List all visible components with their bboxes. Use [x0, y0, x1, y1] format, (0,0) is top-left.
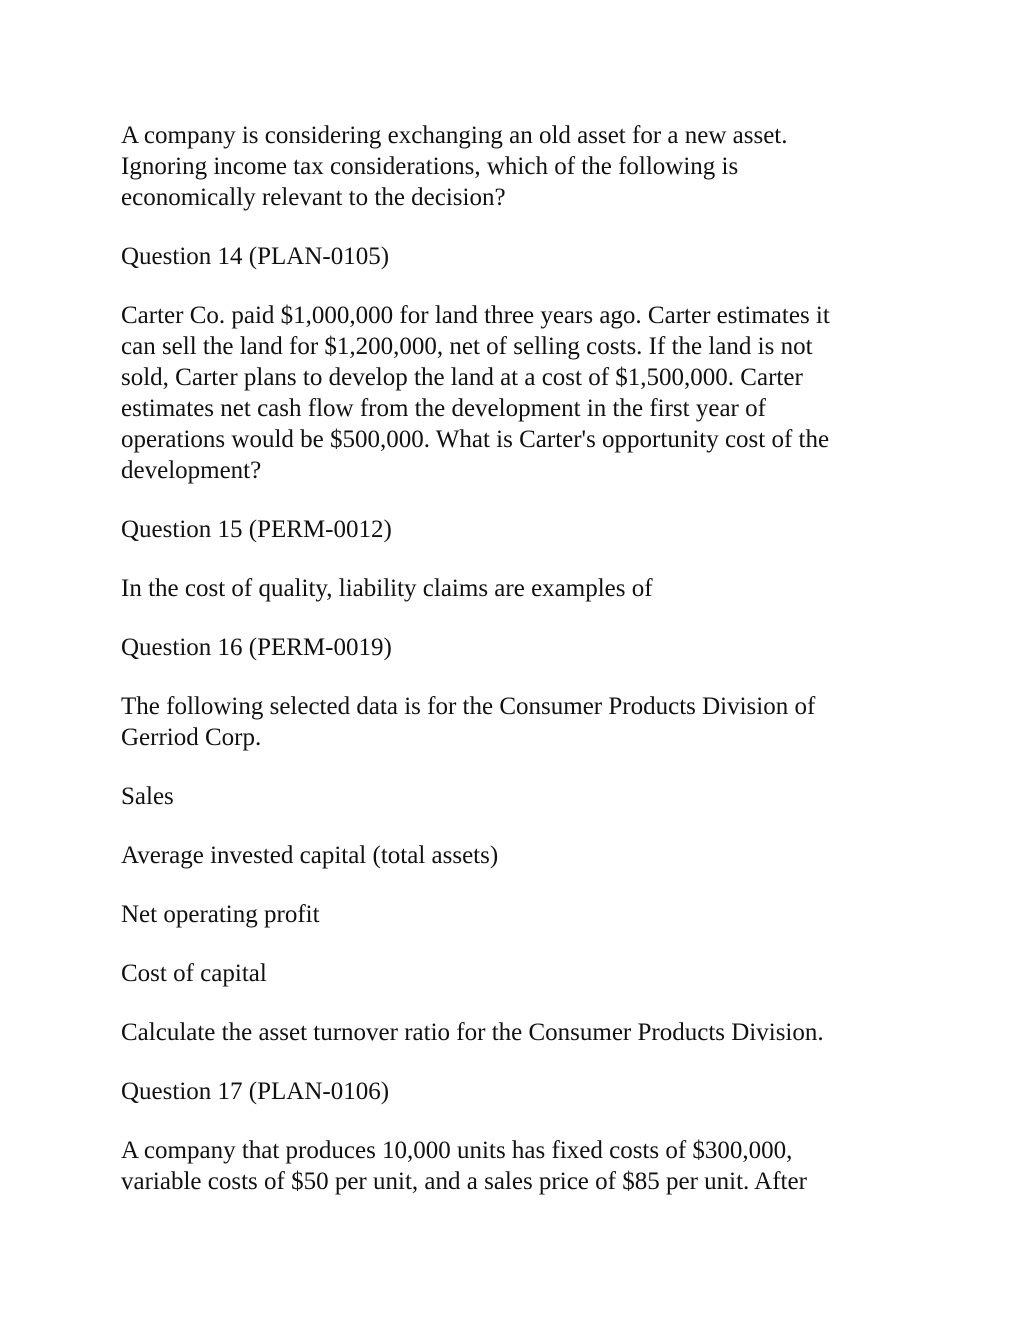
text-line: Question 14 (PLAN-0105) — [121, 243, 390, 270]
text-line: sold, Carter plans to develop the land at a cost of $1,500,000. Carter — [121, 364, 803, 391]
text-line: operations would be $500,000. What is Carter's opportunity cost of the — [121, 426, 830, 453]
question-16-prompt — [121, 1017, 911, 1048]
document-body — [121, 120, 911, 1225]
data-label-average-invested-capital — [121, 840, 911, 871]
question-16-heading — [121, 632, 911, 663]
text-line: A company that produces 10,000 units has fixed costs of $300,000, — [121, 1137, 793, 1164]
data-label-sales — [121, 781, 911, 812]
question-14-heading — [121, 241, 911, 272]
question-15-heading — [121, 514, 911, 545]
question-15-text — [121, 573, 911, 604]
text-line: Cost of capital — [121, 960, 267, 987]
text-line: Sales — [121, 783, 174, 810]
text-line: Net operating profit — [121, 901, 320, 928]
text-line: Question 16 (PERM-0019) — [121, 634, 392, 661]
text-line: economically relevant to the decision? — [121, 184, 506, 211]
data-label-net-operating-profit — [121, 899, 911, 930]
text-line: can sell the land for $1,200,000, net of selling costs. If the land is not — [121, 333, 813, 360]
text-line: Question 15 (PERM-0012) — [121, 516, 392, 543]
text-line: variable costs of $50 per unit, and a sales price of $85 per unit. After — [121, 1168, 807, 1195]
text-line: Question 17 (PLAN-0106) — [121, 1078, 390, 1105]
text-line: Ignoring income tax considerations, which of the following is — [121, 153, 739, 180]
text-line: Average invested capital (total assets) — [121, 842, 499, 869]
text-line: In the cost of quality, liability claims are examples of — [121, 575, 653, 602]
text-line: Calculate the asset turnover ratio for the Consumer Products Division. — [121, 1019, 824, 1046]
question-14-text — [121, 300, 911, 486]
data-label-cost-of-capital — [121, 958, 911, 989]
text-line: development? — [121, 457, 262, 484]
text-line: Carter Co. paid $1,000,000 for land three years ago. Carter estimates it — [121, 302, 830, 329]
question-13-text — [121, 120, 911, 213]
text-line: Gerriod Corp. — [121, 724, 262, 751]
question-17-heading — [121, 1076, 911, 1107]
question-16-text — [121, 691, 911, 753]
text-line: A company is considering exchanging an old asset for a new asset. — [121, 122, 788, 149]
text-line: The following selected data is for the Consumer Products Division of — [121, 693, 816, 720]
text-line: estimates net cash flow from the development in the first year of — [121, 395, 766, 422]
question-17-text — [121, 1135, 911, 1197]
